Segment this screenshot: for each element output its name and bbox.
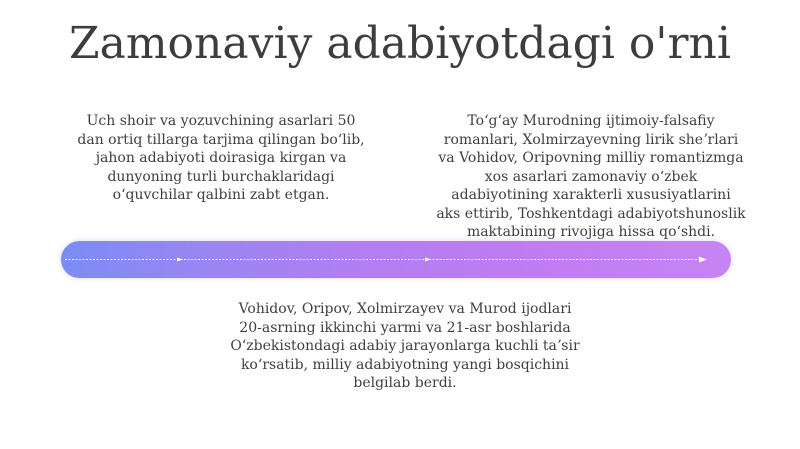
text-block-bottom [220,300,590,393]
text-line: oʻquvchilar qalbini zabt etgan. [112,187,330,203]
text-line: dunyoning turli burchaklaridagi [107,168,335,185]
timeline-line [61,241,731,278]
timeline-arrow-1-icon [177,258,183,262]
timeline-arrow-end-icon [699,257,707,263]
text-line: Toʻgʻay Murodning ijtimoiy-falsafiy [467,113,715,129]
timeline-bar [61,241,731,278]
text-line: koʻrsatib, milliy adabiyotning yangi bosqichini [240,356,570,373]
text-block-left [68,112,374,205]
text-block-right [412,112,770,242]
text-line: belgilab berdi. [353,375,457,391]
text-line: maktabining rivojiga hissa qoʻshdi. [466,224,716,240]
text-line: jahon adabiyoti doirasiga kirgan va [95,150,347,166]
text-line: 20-asrning ikkinchi yarmi va 21-asr boshlarida [239,319,571,336]
text-line: romanlari, Xolmirzayevning lirik sheʼrlari [443,131,739,148]
text-line: xos asarlari zamonaviy oʻzbek [484,168,698,185]
text-line: aks ettirib, Toshkentdagi adabiyotshunoslik [436,205,746,222]
text-line: Vohidov, Oripov, Xolmirzayev va Murod ijodlari [238,301,572,317]
text-line: Oʻzbekistondagi adabiy jarayonlarga kuchli taʼsir [230,338,580,354]
text-line: Uch shoir va yozuvchining asarlari 50 [86,113,356,129]
text-line: adabiyotining xarakterli xususiyatlarini [451,187,731,203]
slide-title: Zamonaviy adabiyotdagi o'rni [69,18,731,69]
text-line: dan ortiq tillarga tarjima qilingan boʻlib, [77,131,365,148]
text-line: va Vohidov, Oripovning milliy romantizmga [438,150,744,166]
timeline-arrow-2-icon [425,258,431,262]
